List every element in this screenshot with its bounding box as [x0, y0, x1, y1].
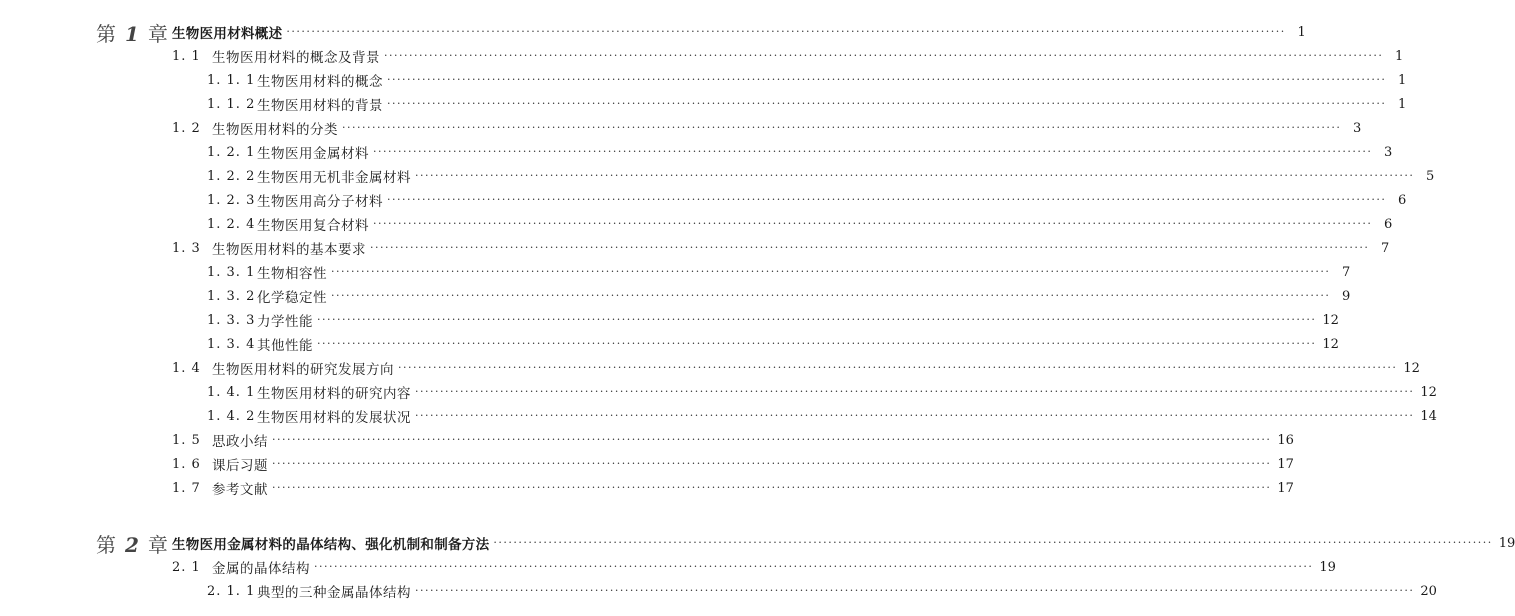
leader-dots: ········································································································································································································ [331, 289, 1331, 302]
toc-entry-row[interactable] [207, 405, 1437, 427]
page-number: 14 [1420, 408, 1437, 424]
toc-entry-row[interactable] [207, 69, 1407, 91]
section-title: 生物医用材料的概念及背景 [212, 50, 380, 66]
page-number: 19 [1498, 535, 1515, 551]
toc-entry-row[interactable] [172, 237, 1390, 259]
toc-entry-row[interactable] [172, 45, 1404, 67]
chapter-label [96, 529, 172, 558]
chapter-number: 1 [117, 21, 148, 46]
leader-dots: ········································································································································································································ [415, 584, 1415, 597]
page-number: 1 [1398, 96, 1407, 112]
section-title: 金属的晶体结构 [212, 561, 310, 577]
section-title: 其他性能 [257, 338, 313, 354]
section-title: 生物医用金属材料 [257, 146, 369, 162]
page-number: 6 [1384, 216, 1393, 232]
section-title: 生物医用材料的概念 [257, 74, 383, 90]
page-number: 12 [1420, 384, 1437, 400]
section-title: 力学性能 [257, 314, 313, 330]
toc-entry-row[interactable] [207, 309, 1339, 331]
page-number: 16 [1277, 432, 1294, 448]
leader-dots: ········································································································································································································ [272, 433, 1272, 446]
page-number: 6 [1398, 192, 1407, 208]
page-number: 1 [1398, 72, 1407, 88]
leader-dots: ········································································································································································································ [398, 361, 1398, 374]
leader-dots: ········································································································································································································ [415, 409, 1415, 422]
toc-entry-row[interactable] [207, 213, 1393, 235]
toc-entry-row[interactable] [172, 357, 1420, 379]
toc-entry-row[interactable] [207, 285, 1351, 307]
toc-entry-row[interactable] [207, 93, 1407, 115]
leader-dots: ········································································································································································································ [415, 385, 1415, 398]
section-title: 参考文献 [212, 482, 268, 498]
leader-dots: ········································································································································································································ [387, 193, 1387, 206]
section-number: 1. 3 [172, 240, 201, 256]
toc-entry-row[interactable] [207, 141, 1393, 163]
section-title: 生物相容性 [257, 266, 327, 282]
chapter-prefix: 第 [96, 532, 117, 557]
section-title: 思政小结 [212, 434, 268, 450]
toc-entry-row[interactable] [207, 261, 1351, 283]
toc-entry-row[interactable] [172, 453, 1294, 475]
section-title: 生物医用复合材料 [257, 218, 369, 234]
section-number: 1. 4 [172, 360, 201, 376]
page-number: 9 [1342, 288, 1351, 304]
section-number: 1. 3. 1 [207, 264, 256, 280]
section-title: 生物医用材料的研究内容 [257, 386, 411, 402]
toc-entry-row[interactable] [172, 477, 1294, 499]
toc-entry-row[interactable] [172, 429, 1294, 451]
section-number: 1. 5 [172, 432, 201, 448]
leader-dots: ········································································································································································································ [317, 337, 1317, 350]
chapter-suffix: 章 [147, 21, 169, 46]
section-number: 1. 4. 2 [207, 408, 256, 424]
page-number: 5 [1426, 168, 1435, 184]
section-number: 1. 2. 2 [207, 168, 256, 184]
chapter-title: 生物医用金属材料的晶体结构、强化机制和制备方法 [172, 537, 490, 553]
page-number: 19 [1319, 559, 1336, 575]
page-number: 1 [1395, 48, 1404, 64]
leader-dots: ········································································································································································································ [373, 217, 1373, 230]
section-number: 1. 7 [172, 480, 201, 496]
leader-dots: ········································································································································································································ [272, 457, 1272, 470]
leader-dots: ········································································································································································································ [493, 536, 1493, 549]
chapter-label [96, 18, 172, 47]
chapter-prefix: 第 [96, 21, 117, 46]
section-title: 生物医用无机非金属材料 [257, 170, 411, 186]
toc-entry-row[interactable] [172, 117, 1362, 139]
page-number: 7 [1381, 240, 1390, 256]
leader-dots: ········································································································································································································ [317, 313, 1317, 326]
section-title: 生物医用材料的研究发展方向 [212, 362, 394, 378]
section-number: 2. 1 [172, 559, 201, 575]
leader-dots: ········································································································································································································ [314, 560, 1314, 573]
chapter-number: 2 [117, 532, 148, 557]
section-number: 1. 1 [172, 48, 201, 64]
section-number: 1. 3. 3 [207, 312, 256, 328]
leader-dots: ········································································································································································································ [415, 169, 1415, 182]
page-number: 1 [1297, 24, 1306, 40]
leader-dots: ········································································································································································································ [373, 145, 1373, 158]
toc-entry-row[interactable] [207, 165, 1435, 187]
section-number: 1. 3. 4 [207, 336, 256, 352]
section-number: 1. 1. 1 [207, 72, 256, 88]
leader-dots: ········································································································································································································ [387, 97, 1387, 110]
page-number: 17 [1277, 480, 1294, 496]
page-number: 17 [1277, 456, 1294, 472]
toc-entry-row[interactable] [207, 189, 1407, 211]
leader-dots: ········································································································································································································ [370, 241, 1370, 254]
section-number: 1. 6 [172, 456, 201, 472]
section-title: 生物医用高分子材料 [257, 194, 383, 210]
toc-entry-row[interactable] [207, 580, 1437, 602]
page-number: 20 [1420, 583, 1437, 599]
section-number: 1. 2 [172, 120, 201, 136]
section-number: 2. 1. 1 [207, 583, 256, 599]
section-number: 1. 2. 4 [207, 216, 256, 232]
chapter-suffix: 章 [147, 532, 169, 557]
section-number: 1. 2. 3 [207, 192, 256, 208]
section-title: 化学稳定性 [257, 290, 327, 306]
chapter-title: 生物医用材料概述 [172, 26, 283, 42]
toc-entry-row[interactable] [207, 333, 1339, 355]
page-number: 7 [1342, 264, 1351, 280]
page-number: 3 [1353, 120, 1362, 136]
page-number: 12 [1322, 336, 1339, 352]
section-title: 生物医用材料的基本要求 [212, 242, 366, 258]
leader-dots: ········································································································································································································ [286, 25, 1286, 38]
page-number: 12 [1322, 312, 1339, 328]
section-number: 1. 2. 1 [207, 144, 256, 160]
toc-entry-row[interactable] [172, 556, 1336, 578]
section-title: 生物医用材料的背景 [257, 98, 383, 114]
page-number: 3 [1384, 144, 1393, 160]
section-title: 生物医用材料的发展状况 [257, 410, 411, 426]
section-title: 生物医用材料的分类 [212, 122, 338, 138]
page-number: 12 [1403, 360, 1420, 376]
leader-dots: ········································································································································································································ [272, 481, 1272, 494]
leader-dots: ········································································································································································································ [387, 73, 1387, 86]
section-title: 课后习题 [212, 458, 268, 474]
leader-dots: ········································································································································································································ [342, 121, 1342, 134]
toc-entry-row[interactable] [207, 381, 1437, 403]
leader-dots: ········································································································································································································ [331, 265, 1331, 278]
section-number: 1. 4. 1 [207, 384, 256, 400]
toc-chapter-row[interactable] [96, 532, 1515, 557]
section-number: 1. 3. 2 [207, 288, 256, 304]
section-number: 1. 1. 2 [207, 96, 256, 112]
section-title: 典型的三种金属晶体结构 [257, 585, 411, 601]
toc-chapter-row[interactable] [96, 21, 1306, 46]
leader-dots: ········································································································································································································ [384, 49, 1384, 62]
